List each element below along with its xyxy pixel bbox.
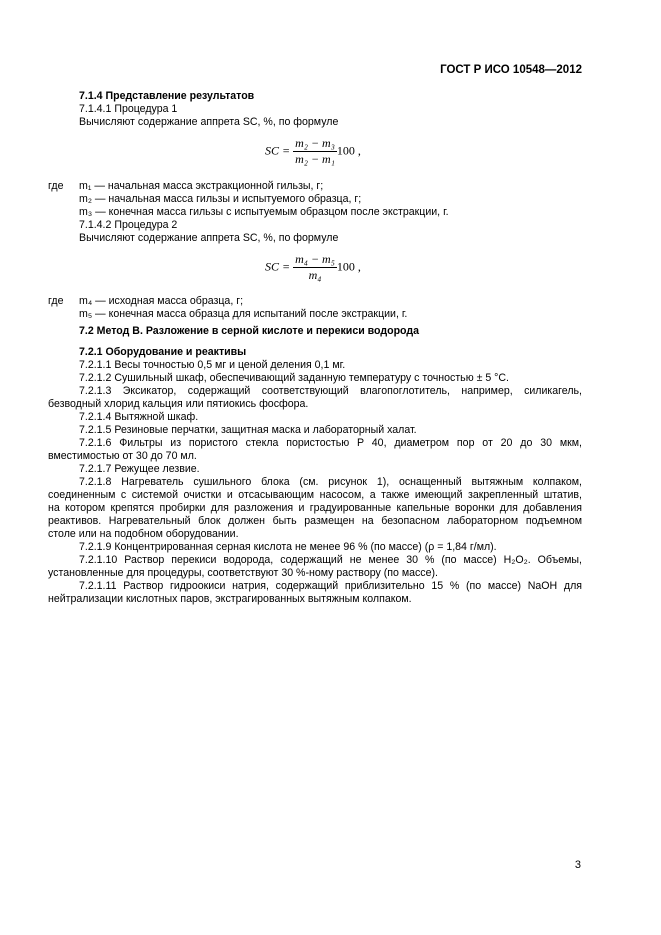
formula-2-lhs: SC = — [265, 259, 291, 274]
formula-1 — [265, 136, 361, 167]
paragraph-line: 7.2.1.2 Сушильный шкаф, обеспечивающий заданную температуру с точностью ± 5 °С. — [79, 372, 510, 384]
paragraph-line: столе или на подобном оборудовании. — [48, 528, 239, 540]
procedure-1-text: Вычисляют содержание аппрета SC, %, по формуле — [79, 116, 339, 128]
formula-2-numerator: m₄ − m₅ — [295, 252, 335, 266]
def-m2: m₂ — начальная масса гильзы и испытуемого образца, г; — [79, 193, 362, 205]
paragraph-line: 7.2.1.1 Весы точностью 0,5 мг и ценой деления 0,1 мг. — [79, 359, 346, 371]
def-m5: m₅ — конечная масса образца для испытаний после экстракции, г. — [79, 308, 408, 320]
def-m3: m₃ — конечная масса гильзы с испытуемым образцом после экстракции, г. — [79, 206, 449, 218]
paragraph-line: 7.2.1.11 Раствор гидроокиси натрия, содержащий приблизительно 15 % (по массе) NaOH для — [79, 580, 582, 592]
where-label-2: где — [48, 295, 64, 307]
document-header: ГОСТ Р ИСО 10548—2012 — [440, 64, 582, 76]
paragraph-line: 7.2.1.9 Концентрированная серная кислота не менее 96 % (по массе) (ρ = 1,84 г/мл). — [79, 541, 497, 553]
section-title-7-2-1: 7.2.1 Оборудование и реактивы — [79, 346, 247, 358]
paragraph-line: установленные для процедуры, соответствуют 30 %-ному раствору (по массе). — [48, 567, 438, 579]
formula-1-fraction — [293, 136, 337, 167]
formula-2-fraction — [293, 252, 337, 283]
page-number: 3 — [574, 859, 581, 871]
formula-2 — [265, 252, 361, 283]
procedure-2-title: 7.1.4.2 Процедура 2 — [79, 219, 178, 231]
formula-2-factor: 100 , — [336, 259, 361, 274]
paragraph-line: вместимостью от 30 до 70 мл. — [48, 450, 197, 462]
section-title-7-2: 7.2 Метод В. Разложение в серной кислоте и перекиси водорода — [79, 325, 419, 337]
formula-1-lhs: SC = — [265, 143, 291, 158]
paragraph-line: соединенным с системой очистки и отсасывающим насосом, а также имеющий закрепленный штатив, — [48, 489, 582, 501]
formula-2-denominator: m₄ — [308, 268, 322, 282]
procedure-2-text: Вычисляют содержание аппрета SC, %, по формуле — [79, 232, 339, 244]
paragraph-line: 7.2.1.4 Вытяжной шкаф. — [79, 411, 199, 423]
paragraph-line: безводный хлорид кальция или пятиокись фосфора. — [48, 398, 309, 410]
formula-1-factor: 100 , — [336, 143, 361, 158]
paragraph-line: 7.2.1.7 Режущее лезвие. — [79, 463, 200, 475]
paragraph-line: реактивов. Нагревательный блок должен быть размещен на безопасном лабораторном подъемном — [48, 515, 582, 527]
paragraph-line: нейтрализации кислотных паров, экстрагированных вытяжным колпаком. — [48, 593, 412, 605]
procedure-1-title: 7.1.4.1 Процедура 1 — [79, 103, 178, 115]
def-m4: m₄ — исходная масса образца, г; — [79, 295, 244, 307]
section-title-7-1-4: 7.1.4 Представление результатов — [79, 90, 255, 102]
formula-1-numerator: m₂ − m₃ — [295, 136, 335, 150]
paragraph-line: 7.2.1.5 Резиновые перчатки, защитная маска и лабораторный халат. — [79, 424, 417, 436]
paragraph-line: 7.2.1.3 Эксикатор, содержащий соответствующий влагопоглотитель, например, силикагель, — [79, 385, 582, 397]
paragraph-line: на котором крепятся пробирки для разложения и градуированные капельные воронки для добавления — [48, 502, 582, 514]
paragraph-line: 7.2.1.10 Раствор перекиси водорода, содержащий не менее 30 % (по массе) H₂O₂. Объемы, — [79, 554, 582, 566]
paragraph-line: 7.2.1.8 Нагреватель сушильного блока (см. рисунок 1), оснащенный вытяжным колпаком, — [79, 476, 582, 488]
def-m1: m₁ — начальная масса экстракционной гильзы, г; — [79, 180, 324, 192]
where-label-1: где — [48, 180, 64, 192]
formula-1-denominator: m₂ − m₁ — [295, 152, 335, 166]
paragraph-line: 7.2.1.6 Фильтры из пористого стекла пористостью P 40, диаметром пор от 20 до 30 мкм, — [79, 437, 582, 449]
